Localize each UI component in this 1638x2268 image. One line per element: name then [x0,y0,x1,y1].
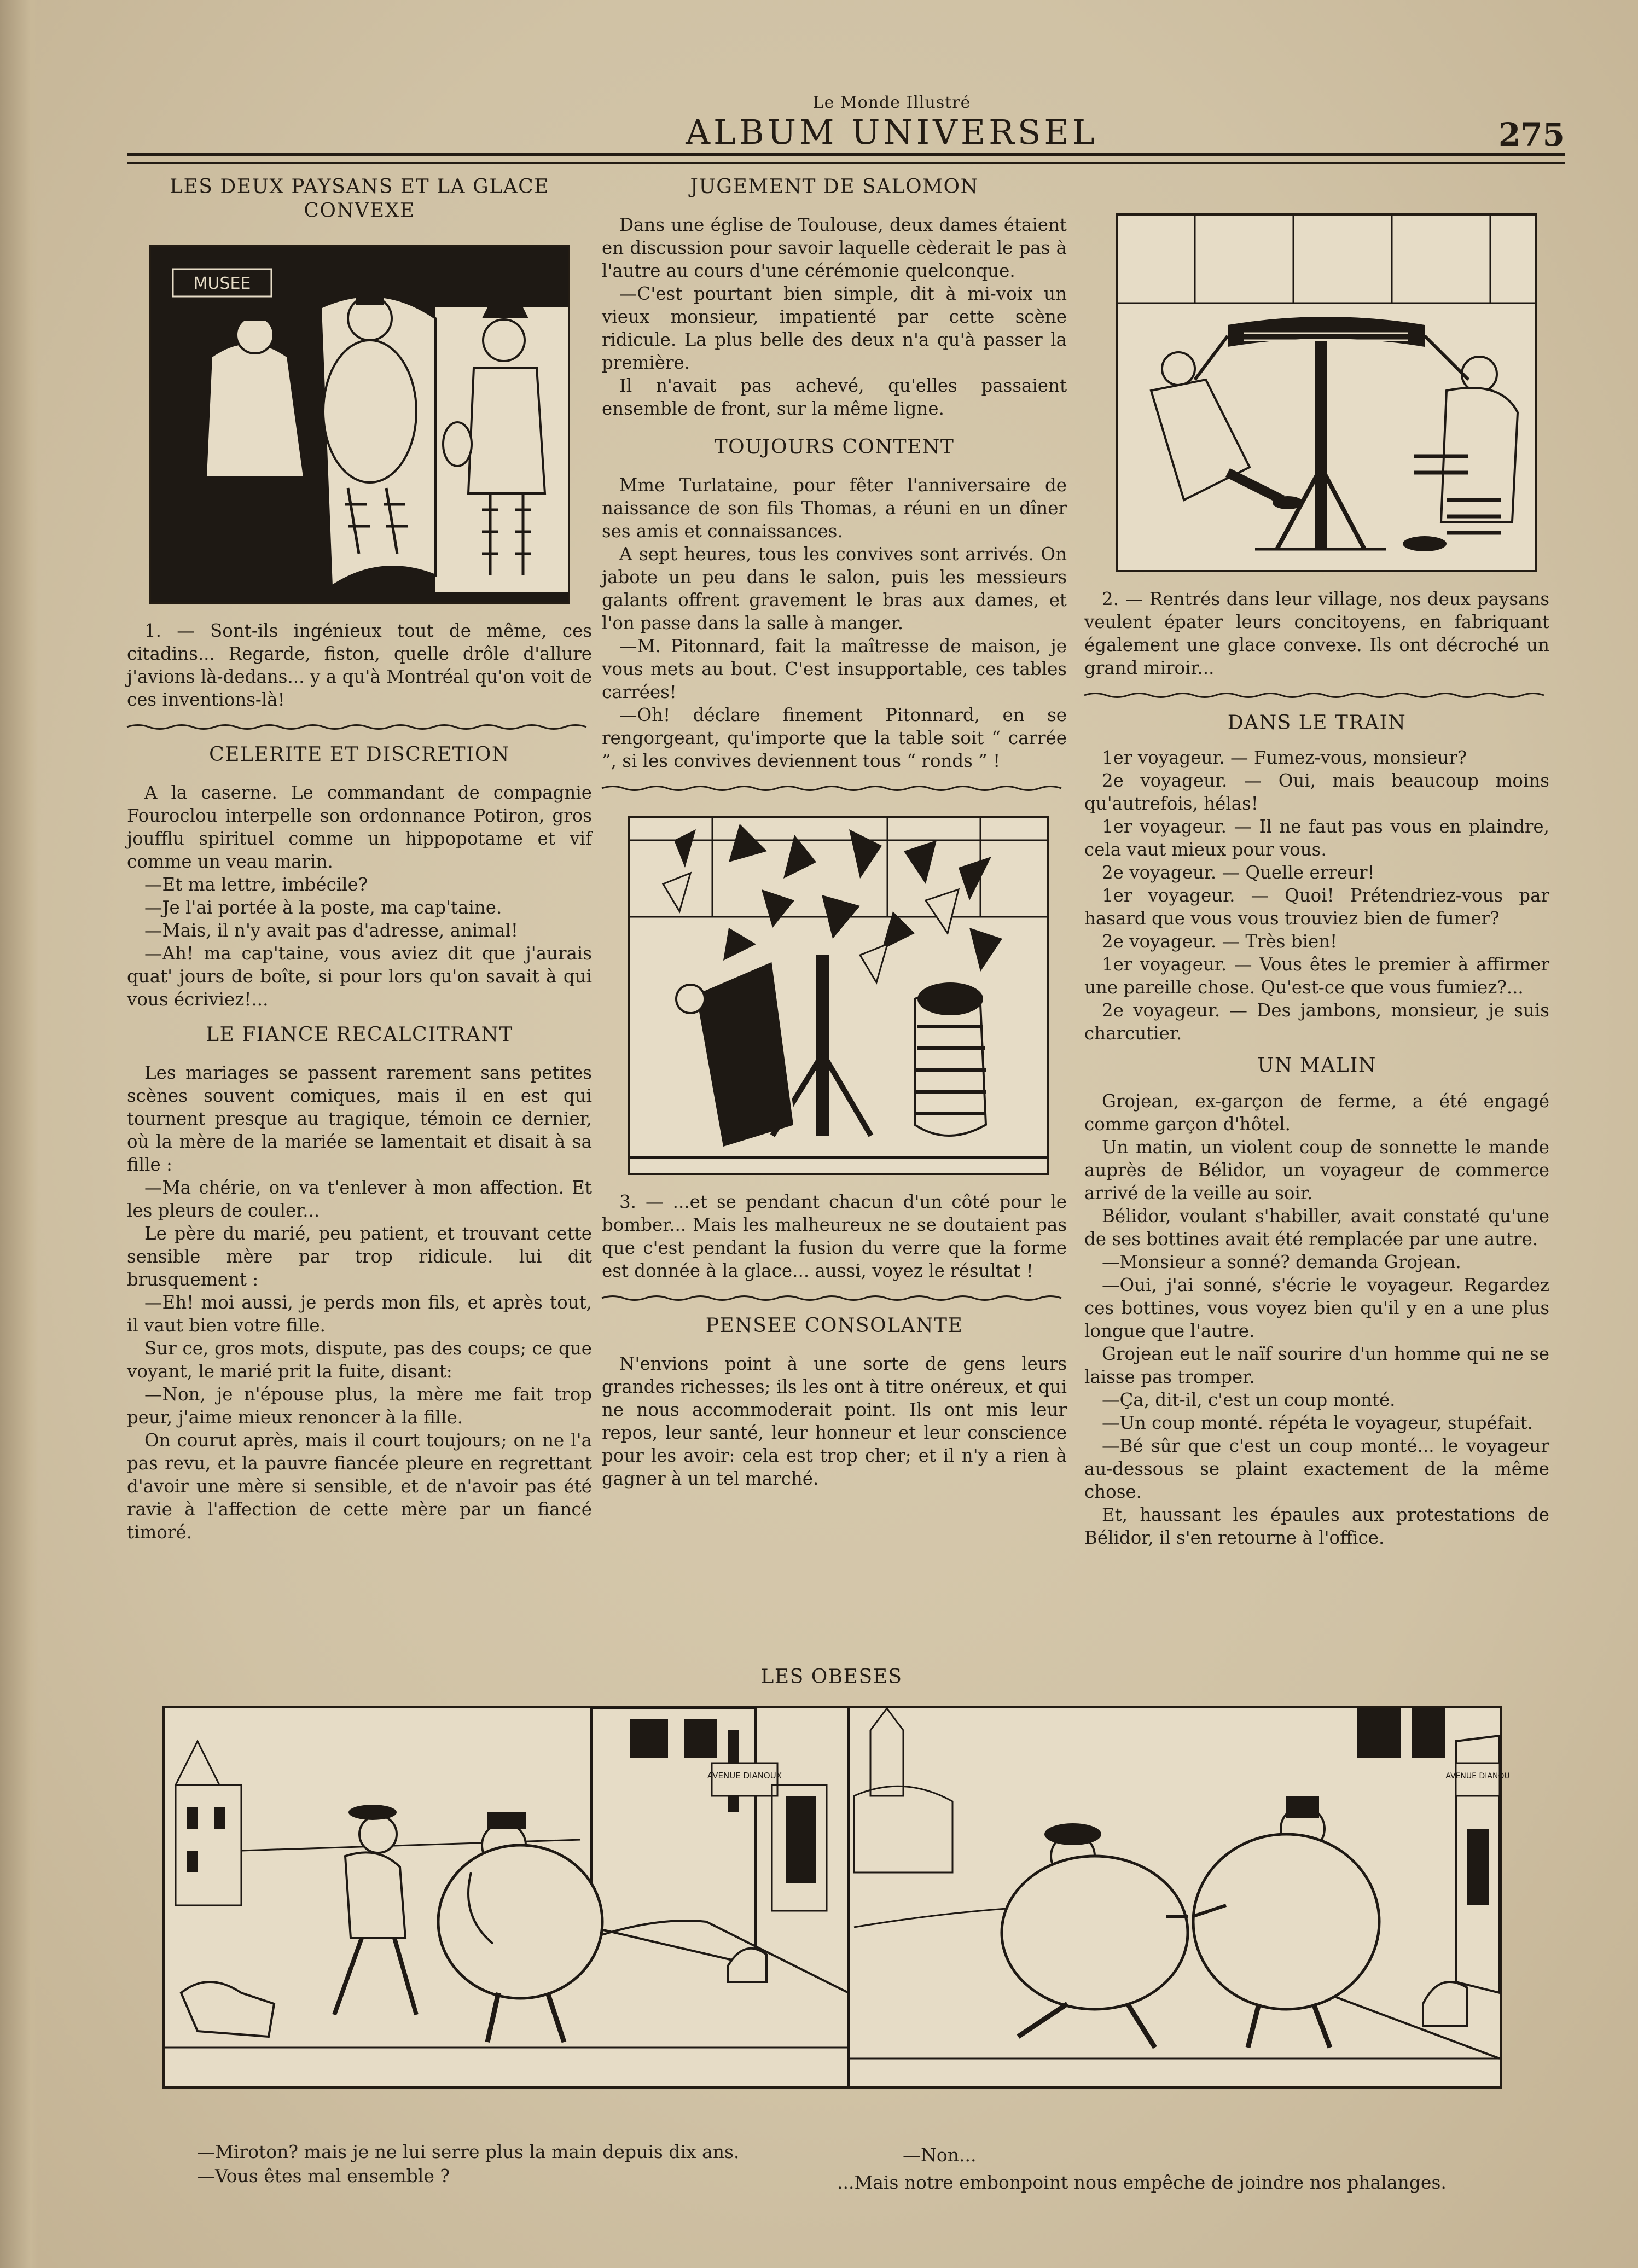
panel-2-caption: 2. — Rentrés dans leur village, nos deux paysans veulent épater leurs concitoyens, en fabriquant également une glace convexe. Ils ont décroché un grand miroir... [1084,589,1549,678]
street-sign-left: AVENUE DIANOUX [707,1771,782,1781]
broken-mirror-illustration [630,818,1047,1173]
celerite-paragraph: —Ah! ma cap'taine, vous aviez dit que j'aurais quat' jours de boîte, si pour lors qu'on savait à qui vous écriviez!... [127,943,592,1010]
malin-paragraph: Un matin, un violent coup de sonnette le mande auprès de Bélidor, un voyageur de commerce arrivé de la veille au soir. [1084,1137,1549,1203]
section-separator [602,1292,1067,1304]
column-right [1084,175,1549,1549]
fiance-paragraph: Sur ce, gros mots, dispute, pas des coups; ce que voyant, le marié prit la fuite, disant: [127,1338,592,1382]
fiance-paragraph: —Eh! moi aussi, je perds mon fils, et après tout, il vaut bien votre fille. [127,1292,592,1336]
strip-caption-right-2: ...Mais notre embonpoint nous empêche de joindre nos phalanges. [837,2172,1447,2193]
cartoon-strip-obeses [162,1706,1510,2089]
article-title-salomon: JUGEMENT DE SALOMON [690,176,979,198]
salomon-paragraph: —C'est pourtant bien simple, dit à mi-voix un vieux monsieur, impatienté par cette scène ridicule. La plus belle des deux n'a qu'à passer la première. [602,283,1067,373]
article-title-pensee: PENSEE CONSOLANTE [705,1315,963,1337]
museum-sign-text: MUSEE [193,274,251,293]
street-sign-right: AVENUE DIANOU [1445,1772,1510,1781]
fiance-paragraph: Les mariages se passent rarement sans petites scènes souvent comiques, mais il en est qui tournent presque au tragique, témoin ce dernier, où la mère de la mariée se lamentait et disait à sa fille : [127,1062,592,1175]
malin-paragraph: Bélidor, voulant s'habiller, avait constaté qu'une de ses bottines avait été remplacée par une autre. [1084,1206,1549,1249]
train-line: 1er voyageur. — Vous êtes le premier à affirmer une pareille chose. Qu'est-ce que vous fumiez?... [1084,954,1549,998]
fiance-paragraph: —Ma chérie, on va t'enlever à mon affection. Et les pleurs de couler... [127,1177,592,1221]
train-line: 2e voyageur. — Très bien! [1102,931,1338,952]
cartoon-panel-3 [628,816,1049,1175]
salomon-paragraph: Dans une église de Toulouse, deux dames étaient en discussion pour savoir laquelle cèderait le pas à l'autre au cours d'une cérémonie quelconque. [602,214,1067,281]
celerite-paragraph: —Mais, il n'y avait pas d'adresse, animal! [144,920,518,941]
article-title-train: DANS LE TRAIN [1227,712,1407,734]
section-separator [602,782,1067,794]
train-line: 2e voyageur. — Quelle erreur! [1102,862,1375,883]
train-line: 1er voyageur. — Quoi! Prétendriez-vous par hasard que vous vous trouviez bien de fumer? [1084,885,1549,929]
page-binding-edge [0,0,38,2268]
article-title-celerite: CELERITE ET DISCRETION [209,743,510,766]
train-line: 2e voyageur. — Des jambons, monsieur, je suis charcutier. [1084,1000,1549,1044]
column-left [127,175,592,1544]
malin-paragraph: Grojean eut le naïf sourire d'un homme qui ne se laisse pas tromper. [1084,1344,1549,1387]
content-paragraph: A sept heures, tous les convives sont arrivés. On jabote un peu dans le salon, puis les messieurs galants offrent gravement le bras aux dames, et l'on passe dans la salle à manger. [602,544,1067,633]
section-separator [1084,689,1549,701]
strip-caption-left-1: —Miroton? mais je ne lui serre plus la main depuis dix ans. [197,2141,740,2162]
header-rule-thin [127,162,1565,164]
malin-paragraph: —Bé sûr que c'est un coup monté... le voyageur au-dessous se plaint exactement de la même chose. [1084,1435,1549,1502]
celerite-paragraph: —Je l'ai portée à la poste, ma cap'taine. [144,897,502,918]
header-kicker: Le Monde Illustré [812,93,971,112]
article-title-malin: UN MALIN [1257,1054,1376,1077]
panel-3-caption: 3. — ...et se pendant chacun d'un côté pour le bomber... Mais les malheureux ne se doutaient pas que c'est pendant la fusion du verre que la forme est donnée à la glace... aussi, voyez le résultat ! [602,1191,1067,1281]
cartoon-panel-2 [1116,213,1537,572]
section-separator [127,721,592,733]
carrying-mirror-illustration [1118,216,1535,570]
museum-mirror-illustration [151,247,568,602]
malin-paragraph: —Ça, dit-il, c'est un coup monté. [1102,1389,1396,1410]
malin-paragraph: Grojean, ex-garçon de ferme, a été engagé comme garçon d'hôtel. [1084,1091,1549,1135]
strip-title: LES OBESES [760,1666,903,1688]
strip-caption-left-2: —Vous êtes mal ensemble ? [197,2165,450,2186]
pensee-paragraph: N'envions point à une sorte de gens leurs grandes richesses; ils les ont à titre onéreux, et qui ne nous accommoderait point. Ils ont mis leur repos, leur santé, leur honneur et leur conscience pour les avoir: cela est trop cher; et il n'y a rien à gagner à un tel marché. [602,1353,1067,1489]
salomon-paragraph: Il n'avait pas achevé, qu'elles passaient ensemble de front, sur la même ligne. [602,375,1067,419]
fiance-paragraph: Le père du marié, peu patient, et trouvant cette sensible mère par trop ridicule. lui dit brusquement : [127,1223,592,1290]
celerite-paragraph: —Et ma lettre, imbécile? [144,874,368,895]
malin-paragraph: Et, haussant les épaules aux protestations de Bélidor, il s'en retourne à l'office. [1084,1504,1549,1548]
fiance-paragraph: On courut après, mais il court toujours; on ne l'a pas revu, et la pauvre fiancée pleure en regrettant d'avoir une mère si sensible, et de n'avoir pas été ravie à l'affection de cette mère par un fiancé timoré. [127,1430,592,1543]
celerite-paragraph: A la caserne. Le commandant de compagnie Fouroclou interpelle son ordonnance Potiron, gros joufflu spirituel comme un hippopotame et vif comme un veau marin. [127,782,592,872]
header-rule [127,153,1565,156]
article-title-glace: LES DEUX PAYSANS ET LA GLACE CONVEXE [170,176,549,222]
page-number: 275 [1498,116,1565,153]
content-paragraph: Mme Turlataine, pour fêter l'anniversaire de naissance de son fils Thomas, a réuni en un dîner ses amis et connaissances. [602,475,1067,542]
malin-paragraph: —Monsieur a sonné? demanda Grojean. [1102,1252,1461,1272]
malin-paragraph: —Oui, j'ai sonné, s'écrie le voyageur. Regardez ces bottines, vous voyez bien qu'il y en a une plus longue que l'autre. [1084,1275,1549,1341]
train-line: 1er voyageur. — Il ne faut pas vous en plaindre, cela vaut mieux pour vous. [1084,816,1549,860]
cartoon-panel-1 [149,245,570,604]
train-line: 1er voyageur. — Fumez-vous, monsieur? [1102,747,1467,768]
fiance-paragraph: —Non, je n'épouse plus, la mère me fait trop peur, j'aime mieux renoncer à la fille. [127,1384,592,1428]
malin-paragraph: —Un coup monté. répéta le voyageur, stupéfait. [1102,1412,1533,1433]
obese-men-street-illustration [165,1708,1510,2086]
content-paragraph: —Oh! déclare finement Pitonnard, en se rengorgeant, qu'importe que la table soit “ carrée ”, si les convives deviennent tous “ ronds ” ! [602,705,1067,771]
train-line: 2e voyageur. — Oui, mais beaucoup moins qu'autrefois, hélas! [1084,770,1549,814]
content-paragraph: —M. Pitonnard, fait la maîtresse de maison, je vous mets au bout. C'est insupportable, ces tables carrées! [602,636,1067,702]
header-title: ALBUM UNIVERSEL [686,112,1098,152]
article-title-content: TOUJOURS CONTENT [714,436,955,458]
strip-caption-right-1: —Non... [903,2144,977,2166]
panel-1-caption: 1. — Sont-ils ingénieux tout de même, ces citadins... Regarde, fiston, quelle drôle d'allure j'avions là-dedans... y a qu'à Montréal qu'on voit de ces inventions-là! [127,620,592,710]
column-middle [602,175,1067,1490]
article-title-fiance: LE FIANCE RECALCITRANT [206,1023,513,1046]
